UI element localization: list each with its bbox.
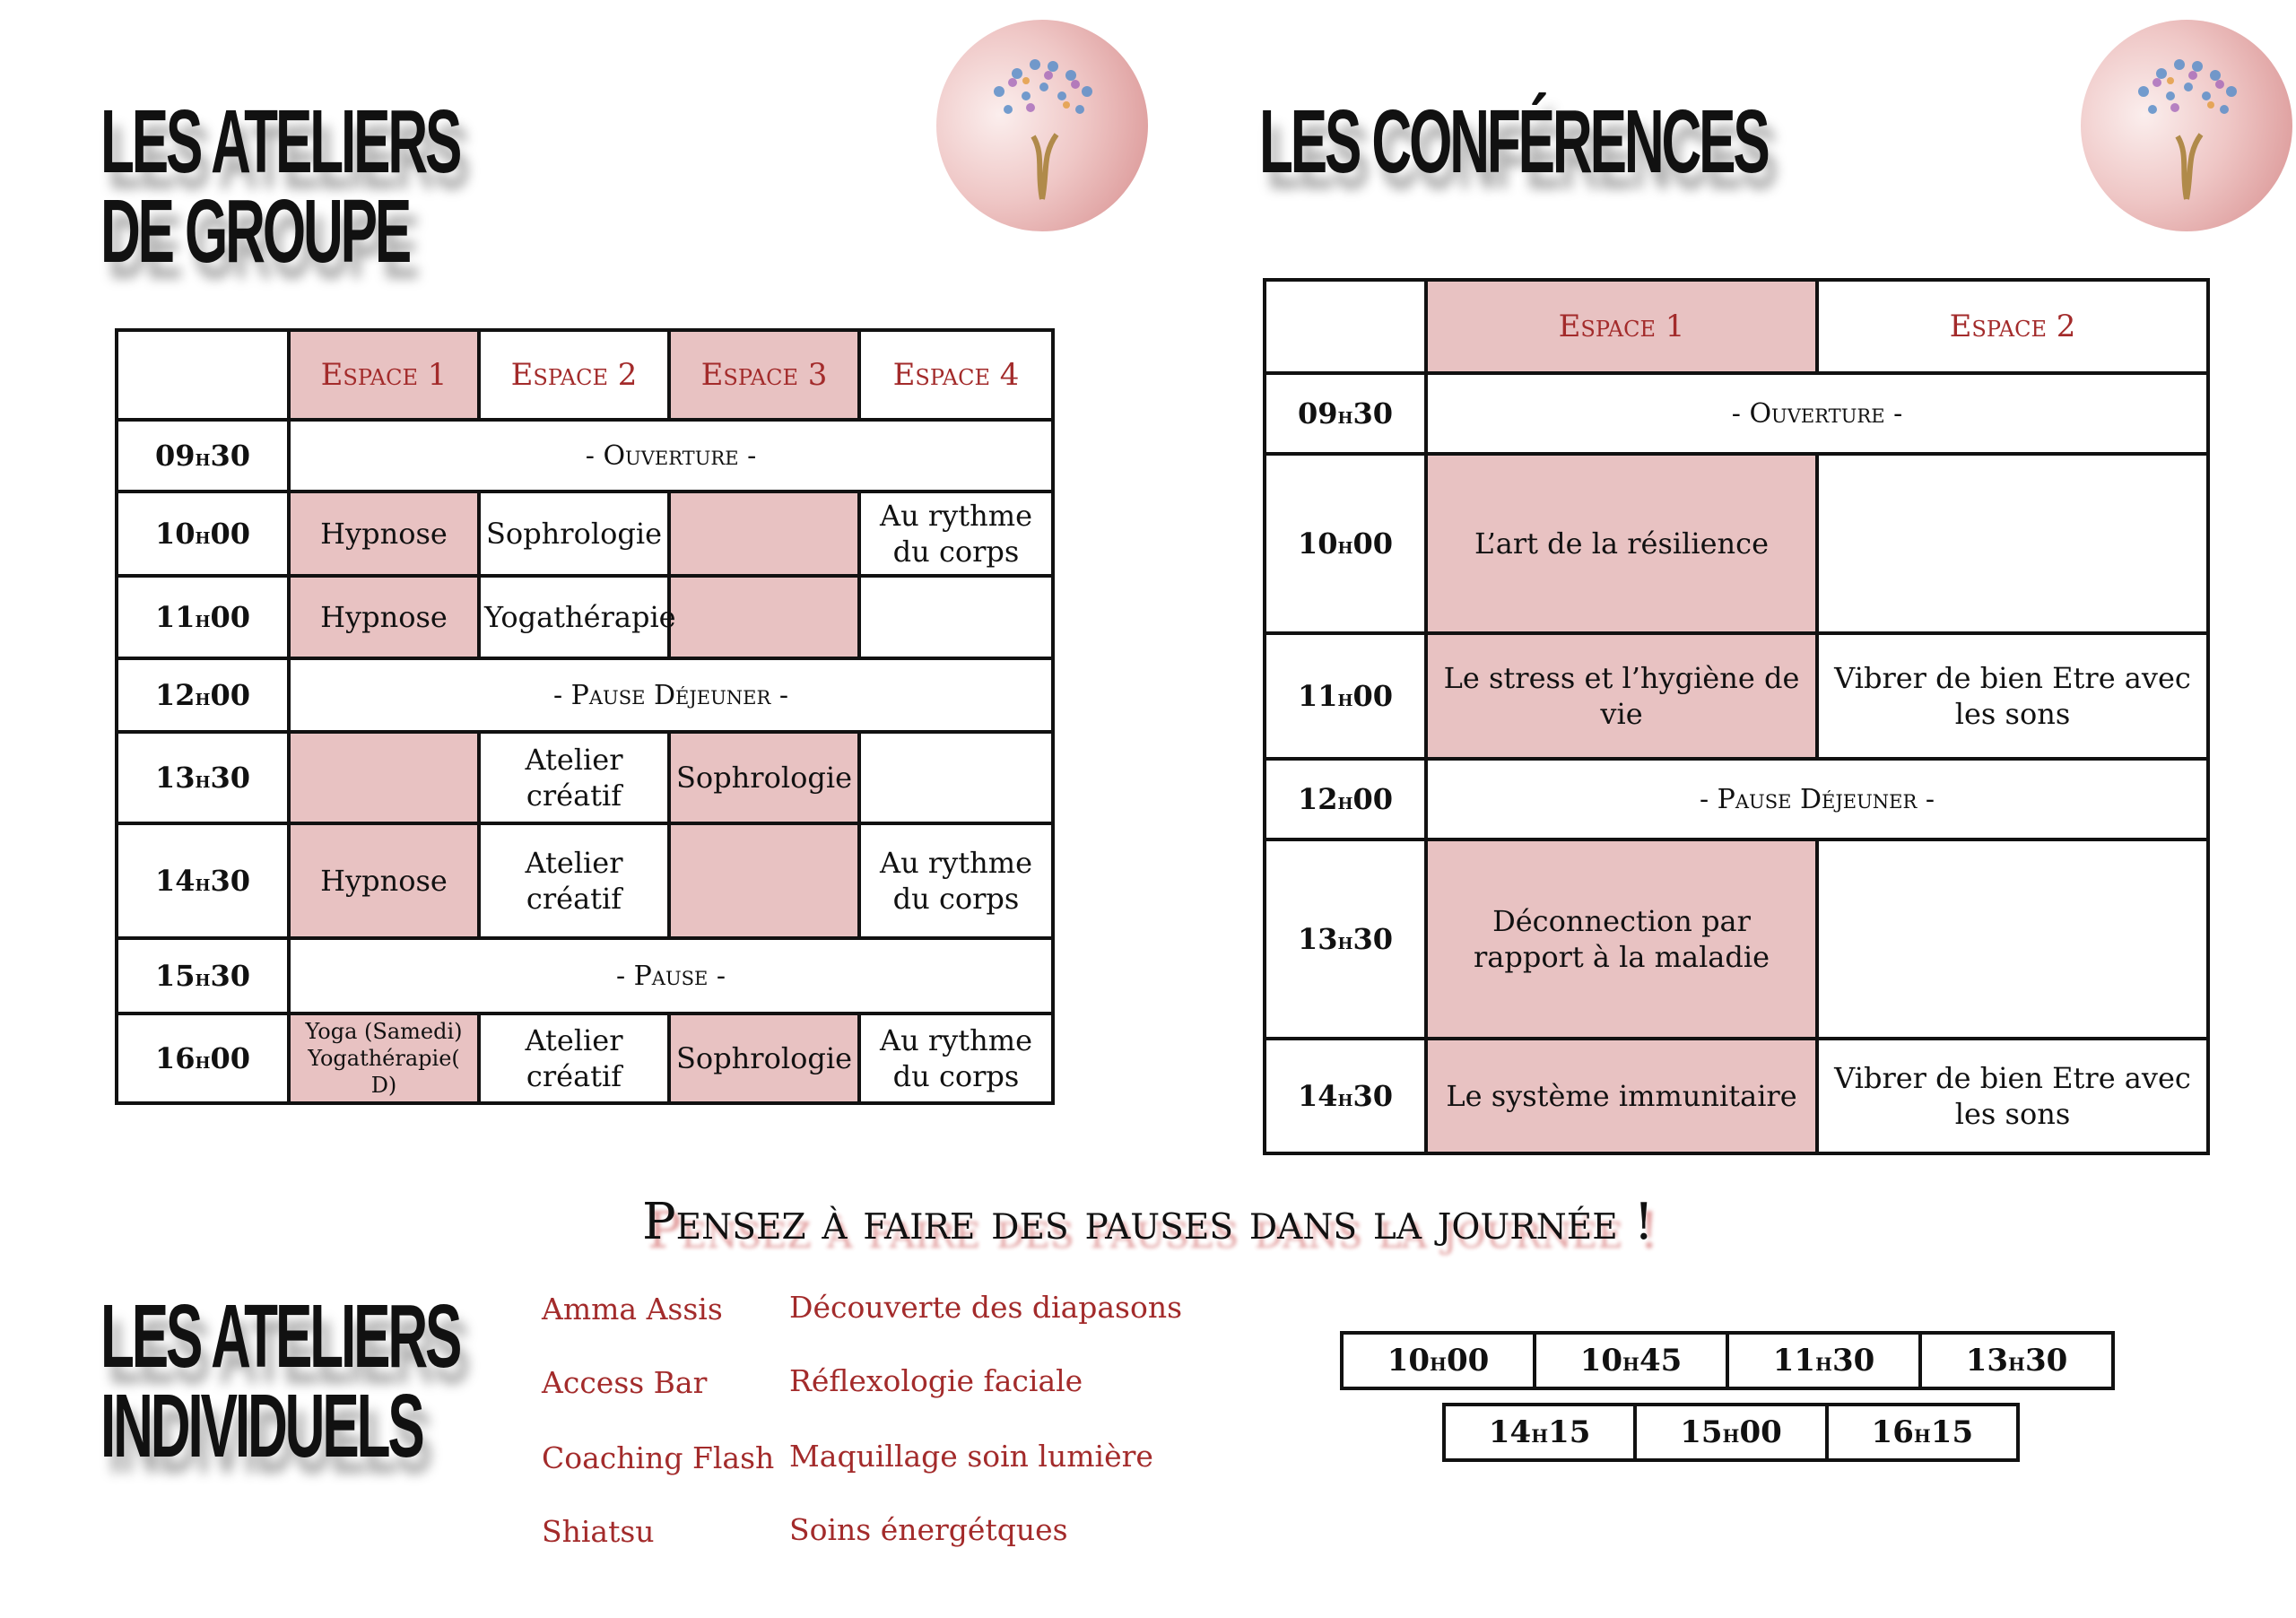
break-cell: - Ouverture - — [1426, 373, 2208, 454]
time-min: 00 — [1352, 526, 1394, 561]
time-hour: 12 — [154, 678, 196, 712]
time-sep: h — [195, 445, 211, 472]
time-label — [1265, 454, 1426, 633]
time-sep: h — [195, 870, 211, 897]
space-header: Espace 2 — [1817, 280, 2208, 373]
tree-icon — [2081, 20, 2292, 231]
time-slot — [1727, 1333, 1920, 1388]
activity-cell — [289, 732, 479, 823]
time-slots-row-2 — [1442, 1403, 2020, 1462]
conference-cell: Le stress et l’hygiène de vie — [1426, 633, 1817, 759]
time-sep: h — [195, 606, 211, 633]
space-header: Espace 1 — [289, 330, 479, 420]
time-hour: 09 — [154, 439, 196, 473]
schedule-row — [117, 938, 1053, 1013]
time-min: 30 — [2024, 1343, 2068, 1379]
time-slot — [1827, 1405, 2018, 1460]
time-hour: 12 — [1297, 782, 1338, 816]
time-min: 30 — [1352, 922, 1394, 956]
time-slot — [1444, 1405, 1635, 1460]
time-sep: h — [1337, 928, 1353, 955]
schedule-row — [117, 658, 1053, 732]
activity-cell: Atelier créatif — [479, 732, 669, 823]
activity-cell: Au rythme du corps — [859, 491, 1053, 576]
atelier-item: Amma Assis — [542, 1292, 723, 1327]
time-slot — [1535, 1333, 1727, 1388]
atelier-item: Coaching Flash — [542, 1440, 775, 1475]
time-label — [1265, 1039, 1426, 1153]
conference-cell: Vibrer de bien Etre avec les sons — [1817, 1039, 2208, 1153]
break-cell: - Pause - — [289, 938, 1053, 1013]
conference-cell: L’art de la résilience — [1426, 454, 1817, 633]
time-min: 00 — [1739, 1414, 1782, 1450]
conference-cell: Déconnection par rapport à la maladie — [1426, 839, 1817, 1039]
time-sep: h — [1430, 1347, 1447, 1377]
time-sep: h — [1531, 1419, 1549, 1448]
time-hour: 16 — [1871, 1414, 1914, 1450]
time-sep: h — [1337, 788, 1353, 815]
atelier-item: Access Bar — [542, 1365, 708, 1400]
time-hour: 11 — [1772, 1343, 1816, 1379]
conference-cell — [1817, 839, 2208, 1039]
ateliers-groupe-title — [100, 91, 460, 282]
time-hour: 14 — [1488, 1414, 1532, 1450]
title-line: LES CONFÉRENCES — [1259, 91, 1768, 192]
time-min: 30 — [210, 761, 251, 795]
ateliers-individuels-title — [100, 1286, 460, 1476]
time-label — [117, 732, 289, 823]
space-header: Espace 2 — [479, 330, 669, 420]
conference-cell — [1817, 454, 2208, 633]
activity-cell: Atelier créatif — [479, 1013, 669, 1103]
atelier-item: Maquillage soin lumière — [789, 1439, 1153, 1474]
time-hour: 15 — [154, 959, 196, 993]
activity-cell: Hypnose — [289, 576, 479, 658]
atelier-item: Soins énergétques — [789, 1512, 1068, 1547]
schedule-row — [117, 823, 1053, 938]
activity-cell: Atelier créatif — [479, 823, 669, 938]
schedule-row — [1265, 633, 2208, 759]
activity-cell: Sophrologie — [669, 732, 859, 823]
atelier-item: Shiatsu — [542, 1514, 655, 1549]
time-min: 15 — [1930, 1414, 1974, 1450]
time-sep: h — [1913, 1419, 1931, 1448]
time-hour: 11 — [1297, 679, 1338, 713]
logo-tree-icon — [2081, 20, 2292, 231]
time-label — [1265, 839, 1426, 1039]
time-min: 00 — [1352, 679, 1394, 713]
activity-cell: Yoga (Samedi) Yogathérapie( D) — [289, 1013, 479, 1103]
time-sep: h — [1622, 1347, 1639, 1377]
time-sep: h — [195, 767, 211, 794]
activity-cell: Sophrologie — [479, 491, 669, 576]
conferences-title — [1259, 91, 1768, 192]
schedule-row — [117, 576, 1053, 658]
space-header: Espace 4 — [859, 330, 1053, 420]
tree-icon — [936, 20, 1148, 231]
time-min: 00 — [210, 1041, 251, 1075]
schedule-row — [117, 1013, 1053, 1103]
logo-tree-icon — [936, 20, 1148, 231]
time-min: 00 — [1352, 782, 1394, 816]
time-label — [1265, 633, 1426, 759]
schedule-row — [1265, 373, 2208, 454]
space-header: Espace 1 — [1426, 280, 1817, 373]
time-min: 30 — [210, 864, 251, 898]
time-label — [117, 420, 289, 491]
time-hour: 13 — [1297, 922, 1338, 956]
time-sep: h — [1337, 1085, 1353, 1112]
time-hour: 10 — [1297, 526, 1338, 561]
time-sep: h — [2008, 1347, 2025, 1377]
time-min: 30 — [1352, 396, 1394, 431]
logo-crop — [1148, 9, 1175, 242]
activity-cell — [669, 491, 859, 576]
time-min: 30 — [210, 439, 251, 473]
schedule-row — [117, 491, 1053, 576]
time-sep: h — [195, 965, 211, 992]
time-min: 30 — [1352, 1079, 1394, 1113]
time-hour: 09 — [1297, 396, 1338, 431]
activity-cell: Sophrologie — [669, 1013, 859, 1103]
time-sep: h — [195, 523, 211, 550]
title-line: LES ATELIERS — [100, 1286, 460, 1387]
schedule-row — [1265, 1039, 2208, 1153]
time-hour: 13 — [1965, 1343, 2009, 1379]
time-sep: h — [1722, 1419, 1740, 1448]
break-cell: - Ouverture - — [289, 420, 1053, 491]
conference-cell: Vibrer de bien Etre avec les sons — [1817, 633, 2208, 759]
schedule-row — [1265, 839, 2208, 1039]
time-min: 15 — [1548, 1414, 1591, 1450]
time-slot — [1342, 1333, 1535, 1388]
corner-cell — [117, 330, 289, 420]
time-sep: h — [195, 684, 211, 711]
time-min: 30 — [1831, 1343, 1875, 1379]
time-hour: 10 — [1579, 1343, 1623, 1379]
time-label — [117, 938, 289, 1013]
atelier-item: Découverte des diapasons — [789, 1290, 1183, 1325]
time-label — [117, 491, 289, 576]
time-hour: 14 — [1297, 1079, 1338, 1113]
time-label — [1265, 373, 1426, 454]
time-hour: 11 — [154, 600, 196, 634]
space-header: Espace 3 — [669, 330, 859, 420]
activity-cell — [669, 576, 859, 658]
time-min: 30 — [210, 959, 251, 993]
schedule-row — [117, 732, 1053, 823]
title-line: DE GROUPE — [100, 181, 410, 282]
activity-cell — [669, 823, 859, 938]
time-hour: 10 — [1387, 1343, 1431, 1379]
activity-cell: Au rythme du corps — [859, 1013, 1053, 1103]
activity-cell — [859, 732, 1053, 823]
time-label — [117, 658, 289, 732]
time-hour: 16 — [154, 1041, 196, 1075]
break-cell: - Pause Déjeuner - — [1426, 759, 2208, 839]
atelier-item: Réflexologie faciale — [789, 1363, 1083, 1398]
time-min: 00 — [1446, 1343, 1490, 1379]
time-min: 45 — [1639, 1343, 1683, 1379]
activity-cell: Hypnose — [289, 491, 479, 576]
time-sep: h — [1337, 403, 1353, 430]
title-line: LES ATELIERS — [100, 91, 460, 192]
time-min: 00 — [210, 678, 251, 712]
activity-cell — [859, 576, 1053, 658]
title-line: INDIVIDUELS — [100, 1376, 422, 1476]
schedule-row — [117, 420, 1053, 491]
time-hour: 10 — [154, 517, 196, 551]
conference-cell: Le système immunitaire — [1426, 1039, 1817, 1153]
time-slot — [1920, 1333, 2113, 1388]
reminder-text: Pensez à faire des pauses dans la journée ! — [641, 1193, 1654, 1251]
time-hour: 15 — [1680, 1414, 1723, 1450]
time-hour: 14 — [154, 864, 196, 898]
corner-cell — [1265, 280, 1426, 373]
conferences-table — [1263, 278, 2210, 1155]
activity-cell: Hypnose — [289, 823, 479, 938]
time-min: 00 — [210, 517, 251, 551]
time-label — [117, 1013, 289, 1103]
time-label — [1265, 759, 1426, 839]
time-label — [117, 576, 289, 658]
time-hour: 13 — [154, 761, 196, 795]
activity-cell: Au rythme du corps — [859, 823, 1053, 938]
time-slots-row-1 — [1340, 1331, 2115, 1390]
schedule-row — [1265, 454, 2208, 633]
schedule-row — [1265, 759, 2208, 839]
time-sep: h — [1815, 1347, 1832, 1377]
ateliers-groupe-table — [115, 328, 1055, 1105]
activity-cell: Yogathérapie — [479, 576, 669, 658]
time-label — [117, 823, 289, 938]
time-min: 00 — [210, 600, 251, 634]
break-cell: - Pause Déjeuner - — [289, 658, 1053, 732]
time-sep: h — [195, 1048, 211, 1074]
time-sep: h — [1337, 533, 1353, 560]
time-sep: h — [1337, 685, 1353, 712]
time-slot — [1635, 1405, 1826, 1460]
